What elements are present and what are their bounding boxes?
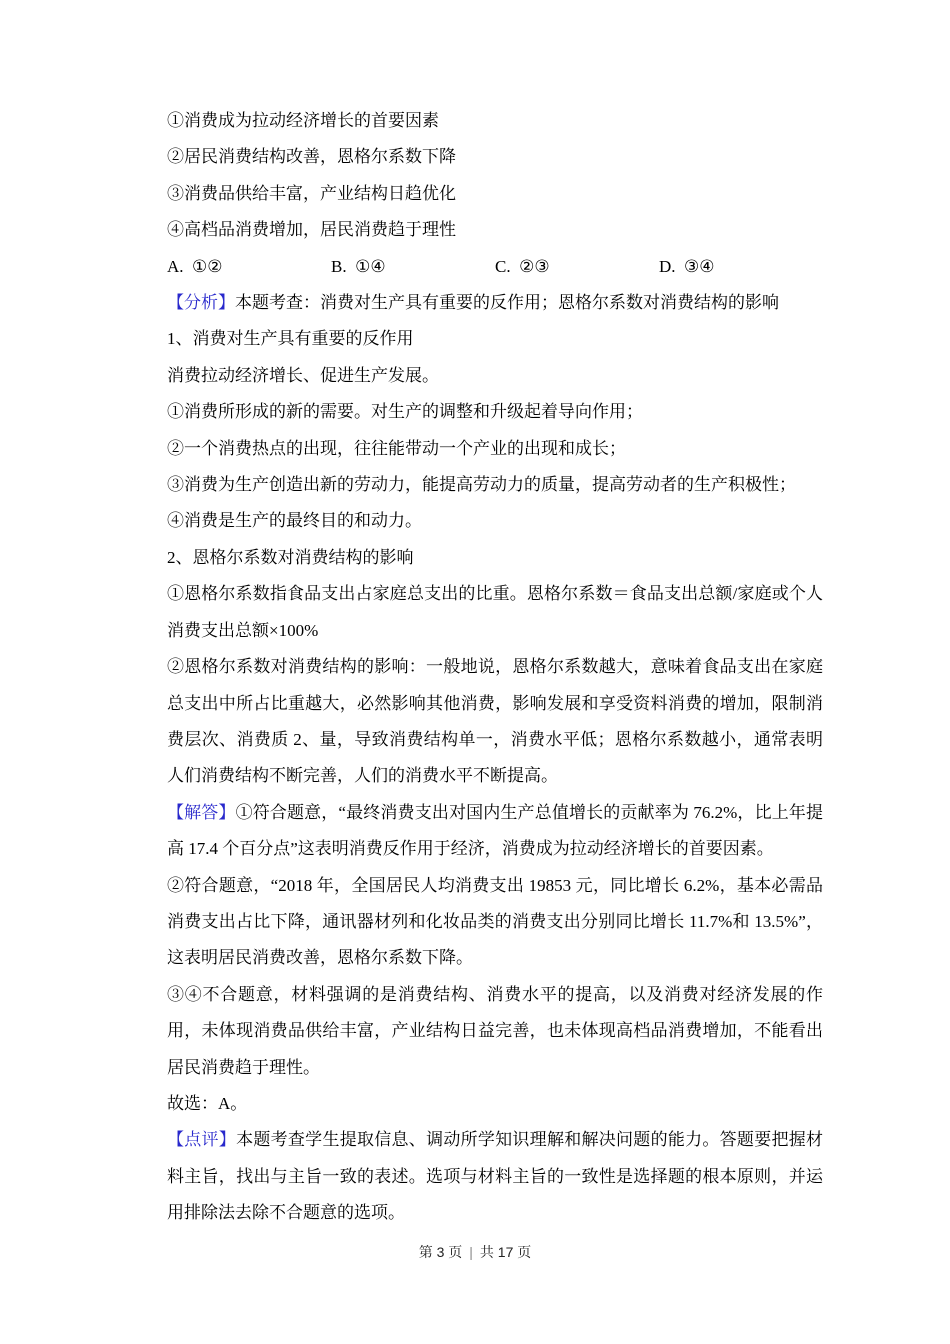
analysis-point-2-title: 2、恩格尔系数对消费结构的影响: [167, 547, 414, 567]
option-statement-1: ①消费成为拉动经济增长的首要因素: [167, 111, 439, 130]
section-label: 【点评】: [167, 1130, 237, 1150]
analysis-point-1-title: 1、消费对生产具有重要的反作用: [167, 329, 414, 349]
section-label: 【解答】: [167, 802, 236, 822]
analysis-point-1-item-3: ③消费为生产创造出新的劳动力，能提高劳动力的质量，提高劳动者的生产积极性；: [167, 475, 796, 495]
comment-paragraph: 【点评】本题考查学生提取信息、调动所学知识理解和解决问题的能力。答题要把握材料主旨，找出与主旨一致的表述。选项与材料主旨的一致性是选择题的根本原则，并运用排除法去除不合题意的选项。: [167, 1130, 824, 1223]
section-label: 【分析】: [167, 293, 235, 313]
choices-row: [167, 249, 823, 285]
analysis-point-1-item-4: ④消费是生产的最终目的和动力。: [167, 511, 422, 531]
analysis-point-2-item-2: ②恩格尔系数对消费结构的影响：一般地说，恩格尔系数越大，意味着食品支出在家庭总支出中所占比重越大，必然影响其他消费，影响发展和享受资料消费的增加，限制消费层次、消费质 2、量，导致消费结构单一，消费水平低；恩格尔系数越小，通常表明人们消费结构不断完善，人们的消费水平不断提高。: [167, 657, 823, 786]
footer-page-number: 第 3 页: [418, 1244, 463, 1260]
footer-total-pages: 共 17 页: [479, 1244, 532, 1260]
analysis-point-1-item-1: ①消费所形成的新的需要。对生产的调整和升级起着导向作用；: [167, 402, 643, 422]
analysis-point-1-item-2: ②一个消费热点的出现，往往能带动一个产业的出现和成长；: [167, 438, 626, 458]
choice-B: B. ①④: [331, 256, 386, 276]
answer-paragraph-2: ②符合题意，“2018 年，全国居民人均消费支出 19853 元，同比增长 6.2%，基本必需品消费支出占比下降，通讯器材列和化妆品类的消费支出分别同比增长 11.7%和 13.5%”，这表明居民消费改善，恩格尔系数下降。: [167, 875, 823, 968]
analysis-point-1-intro: 消费拉动经济增长、促进生产发展。: [167, 365, 439, 385]
document-content: [167, 103, 823, 1232]
analysis-heading: 【分析】本题考查：消费对生产具有重要的反作用；恩格尔系数对消费结构的影响: [167, 293, 779, 313]
choice-C: C. ②③: [495, 256, 550, 276]
footer-separator: |: [469, 1244, 473, 1260]
option-statement-2: ②居民消费结构改善，恩格尔系数下降: [167, 147, 456, 167]
answer-paragraph-1: 【解答】①符合题意，“最终消费支出对国内生产总值增长的贡献率为 76.2%，比上年提高 17.4 个百分点”这表明消费反作用于经济，消费成为拉动经济增长的首要因素。: [167, 802, 823, 859]
analysis-point-2-item-1: ①恩格尔系数指食品支出占家庭总支出的比重。恩格尔系数＝食品支出总额/家庭或个人消费支出总额×100%: [167, 584, 823, 640]
answer-paragraph-3: ③④不合题意，材料强调的是消费结构、消费水平的提高，以及消费对经济发展的作用，未体现消费品供给丰富，产业结构日益完善，也未体现高档品消费增加，不能看出居民消费趋于理性。: [167, 984, 823, 1077]
page-footer: [0, 1242, 950, 1262]
option-statement-4: ④高档品消费增加，居民消费趋于理性: [167, 220, 456, 240]
answer-conclusion: 故选：A。: [167, 1093, 248, 1113]
option-statement-3: ③消费品供给丰富，产业结构日趋优化: [167, 183, 456, 203]
choice-A: A. ①②: [167, 256, 223, 276]
choice-D: D. ③④: [659, 256, 715, 276]
